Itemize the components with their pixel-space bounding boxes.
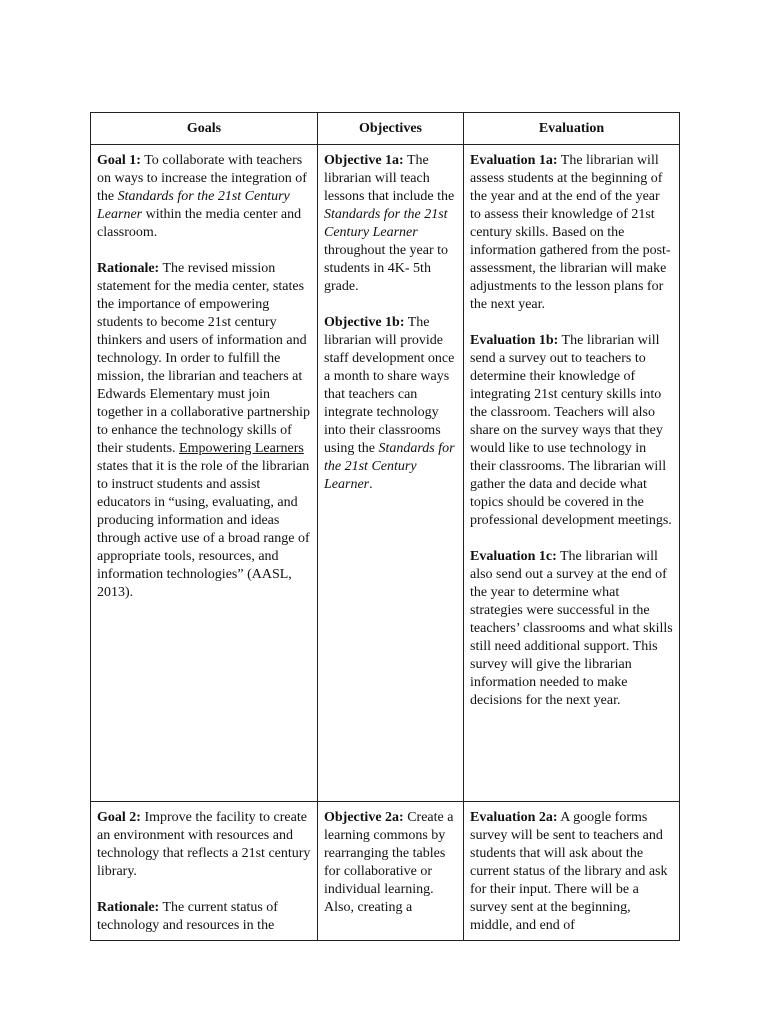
goal-2 [97,809,311,881]
rationale-1 [97,260,311,602]
objectives-cell [318,802,464,941]
goals-objectives-evaluation-table [90,112,680,941]
evaluation-label: Evaluation 1c: [470,549,557,564]
goal-1 [97,152,311,242]
goal-text: within the media center and classroom. [97,207,302,240]
evaluation-text: The librarian will also send out a survey at the end of the year to determine what strategies were successful in the teachers’ classrooms and what skills still need additional support. This survey will give the librarian information needed to make decisions for the next year. [470,549,673,708]
objective-label: Objective 1b: [324,315,405,330]
objective-text: The librarian will provide staff development once a month to share ways that teachers can integrate technology into their classrooms using the [324,315,455,456]
objective-1a [324,152,457,296]
evaluation-1b [470,332,673,530]
evaluation-text: A google forms survey will be sent to teachers and students that will ask about the current status of the library and ask for their input. There will be a survey sent at the beginning, middle, and end of [470,810,668,933]
goals-cell [91,802,318,941]
goal-label: Goal 2: [97,810,141,825]
header-goals: Goals [91,113,318,145]
standards-title: Standards for the 21st Century Learner [97,189,290,222]
goals-cell [91,145,318,802]
rationale-label: Rationale: [97,261,160,276]
evaluation-label: Evaluation 1b: [470,333,559,348]
rationale-2 [97,899,311,935]
header-evaluation: Evaluation [464,113,680,145]
rationale-text: The current status of technology and resources in the [97,900,278,933]
objective-text: Create a learning commons by rearranging the tables for collaborative or individual learning. Also, creating a [324,810,454,915]
objective-2a [324,809,457,917]
objective-label: Objective 1a: [324,153,404,168]
evaluation-1a [470,152,673,314]
table-row [91,145,680,802]
header-objectives: Objectives [318,113,464,145]
evaluation-label: Evaluation 2a: [470,810,558,825]
table-row [91,802,680,941]
evaluation-1c [470,548,673,710]
objective-text: . [369,477,373,492]
objective-1b [324,314,457,494]
table-header-row [91,113,680,145]
rationale-text: The revised mission statement for the media center, states the importance of empowering students to become 21st century thinkers and users of information and technology. In order to fulfill the mission, the librarian and teachers at Edwards Elementary must join together in a collaborative partnership to enhance the technology skills of their students. [97,261,311,456]
objectives-cell [318,145,464,802]
evaluation-text: The librarian will assess students at the beginning of the year and at the end of the year to assess their knowledge of 21st century skills. Based on the information gathered from the post-assessment, the librarian will make adjustments to the lesson plans for the next year. [470,153,671,312]
objective-label: Objective 2a: [324,810,404,825]
objective-text: The librarian will teach lessons that include the [324,153,455,204]
rationale-text: states that it is the role of the librarian to instruct students and assist educators in “using, evaluating, and producing information and ideas through active use of a broad range of appropriate tools, resources, and information technologies” (AASL, 2013). [97,459,310,600]
empowering-learners-title: Empowering Learners [179,441,304,456]
evaluation-cell [464,145,680,802]
rationale-label: Rationale: [97,900,160,915]
evaluation-text: The librarian will send a survey out to teachers to determine their knowledge of integrating 21st century skills into the classroom. Teachers will also share on the survey ways that they would like to use technology in their classrooms. The librarian will gather the data and decide what topics should be covered in the professional development meetings. [470,333,672,528]
standards-title: Standards for the 21st Century Learner [324,441,455,492]
evaluation-2a [470,809,673,935]
evaluation-label: Evaluation 1a: [470,153,558,168]
goal-text: To collaborate with teachers on ways to increase the integration of the [97,153,307,204]
standards-title: Standards for the 21st Century Learner [324,207,448,240]
evaluation-cell [464,802,680,941]
goal-label: Goal 1: [97,153,141,168]
objective-text: throughout the year to students in 4K- 5th grade. [324,243,449,294]
goal-text: Improve the facility to create an environment with resources and technology that reflects a 21st century library. [97,810,311,879]
